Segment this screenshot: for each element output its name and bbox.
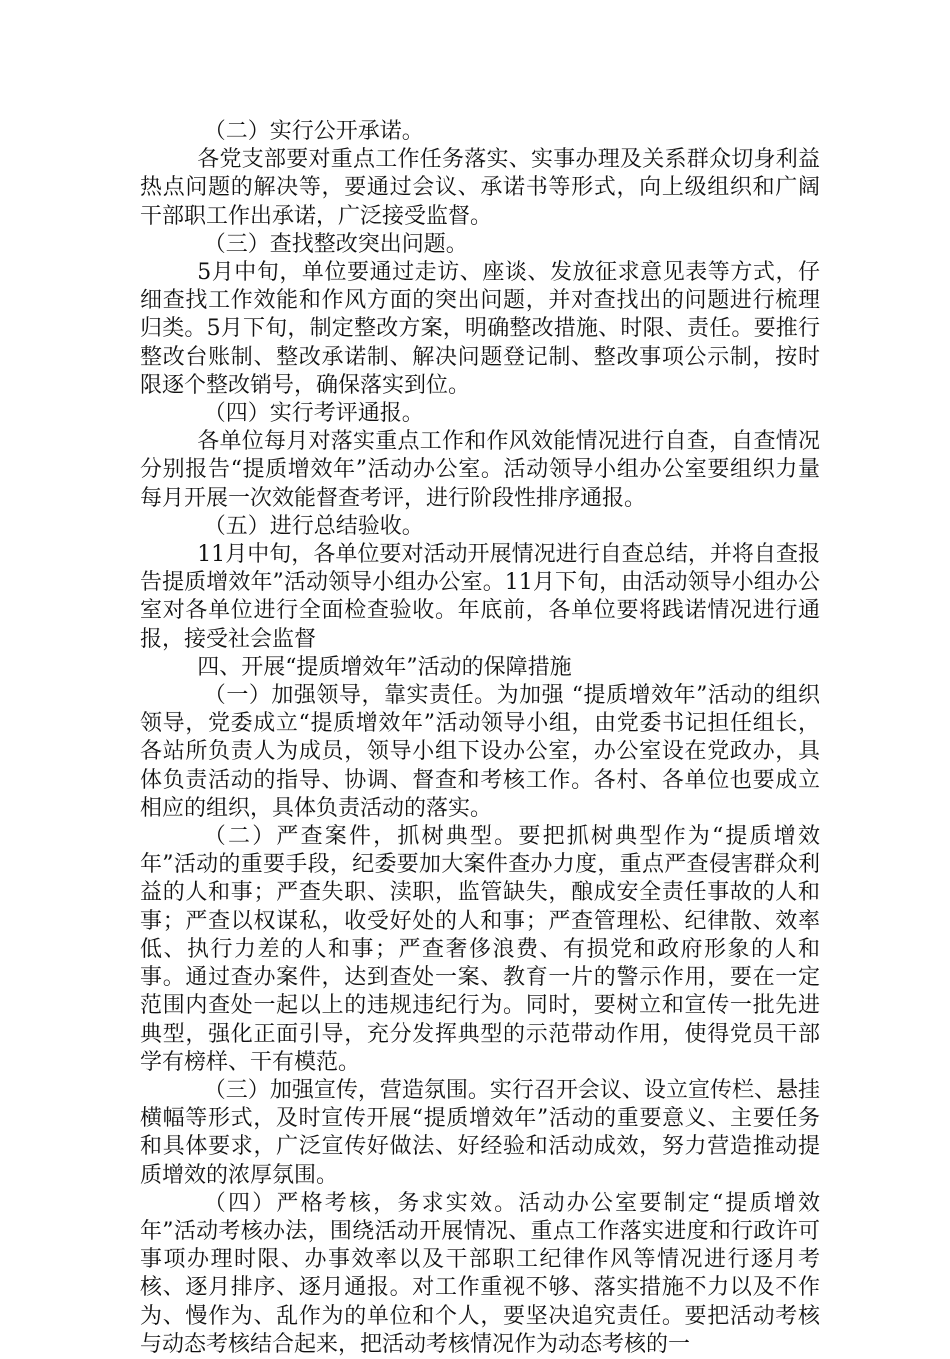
document-page	[140, 118, 820, 1359]
paragraph-find-rectify-problems: 5月中旬，单位要通过走访、座谈、发放征求意见表等方式，仔细查找工作效能和作风方面的突出问题，并对查找出的问题进行梳理归类。5月下旬，制定整改方案，明确整改措施、时限、责任。要推行整改台账制、整改承诺制、解决问题登记制、整改事项公示制，按时限逐个整改销号，确保落实到位。	[140, 260, 820, 398]
subheading-evaluation-report: （四）实行考评通报。	[203, 401, 424, 427]
paragraph-strengthen-leadership: （一）加强领导，靠实责任。为加强 “提质增效年”活动的组织领导，党委成立“提质增效年”活动领导小组，由党委书记担任组长，各站所负责人为成员，领导小组下设办公室，办公室设在党政办，具体负责活动的指导、协调、督查和考核工作。各村、各单位也要成立相应的组织，具体负责活动的落实。	[140, 683, 820, 821]
paragraph-investigate-cases: （二）严查案件，抓树典型。要把抓树典型作为“提质增效年”活动的重要手段，纪委要加大案件查办力度，重点严查侵害群众利益的人和事；严查失职、渎职，监管缺失，酿成安全责任事故的人和事；严查以权谋私，收受好处的人和事；严查管理松、纪律散、效率低、执行力差的人和事；严查奢侈浪费、有损党和政府形象的人和事。通过查办案件，达到查处一案、教育一片的警示作用，要在一定范围内查处一起以上的违规违纪行为。同时，要树立和宣传一批先进典型，强化正面引导，充分发挥典型的示范带动作用，使得党员干部学有榜样、干有模范。	[140, 824, 820, 1075]
subheading-public-commitment: （二）实行公开承诺。	[203, 119, 424, 144]
paragraph-evaluation-report: 各单位每月对落实重点工作和作风效能情况进行自查，自查情况分别报告“提质增效年”活动办公室。活动领导小组办公室要组织力量每月开展一次效能督查考评，进行阶段性排序通报。	[140, 429, 820, 511]
subheading-find-rectify-problems: （三）查找整改突出问题。	[203, 231, 468, 257]
section-heading-safeguards: 四、开展“提质增效年”活动的保障措施	[197, 654, 572, 680]
paragraph-summary-acceptance: 11月中旬，各单位要对活动开展情况进行自查总结，并将自查报告提质增效年”活动领导小组办公室。11月下旬，由活动领导小组办公室对各单位进行全面检查验收。年底前，各单位要将践诺情况进行通报，接受社会监督	[140, 542, 820, 652]
paragraph-public-commitment: 各党支部要对重点工作任务落实、实事办理及关系群众切身利益热点问题的解决等，要通过会议、承诺书等形式，向上级组织和广阔干部职工作出承诺，广泛接受监督。	[140, 147, 820, 229]
paragraph-strict-assessment: （四）严格考核，务求实效。活动办公室要制定“提质增效年”活动考核办法，围绕活动开展情况、重点工作落实进度和行政许可事项办理时限、办事效率以及干部职工纪律作风等情况进行逐月考核、逐月排序、逐月通报。对工作重视不够、落实措施不力以及不作为、慢作为、乱作为的单位和个人，要坚决追究责任。要把活动考核与动态考核结合起来，把活动考核情况作为动态考核的一	[140, 1190, 820, 1357]
paragraph-publicity: （三）加强宣传，营造氛围。实行召开会议、设立宣传栏、悬挂横幅等形式，及时宣传开展“提质增效年”活动的重要意义、主要任务和具体要求，广泛宣传好做法、好经验和活动成效，努力营造推动提质增效的浓厚氛围。	[140, 1077, 820, 1188]
subheading-summary-acceptance: （五）进行总结验收。	[203, 513, 424, 539]
